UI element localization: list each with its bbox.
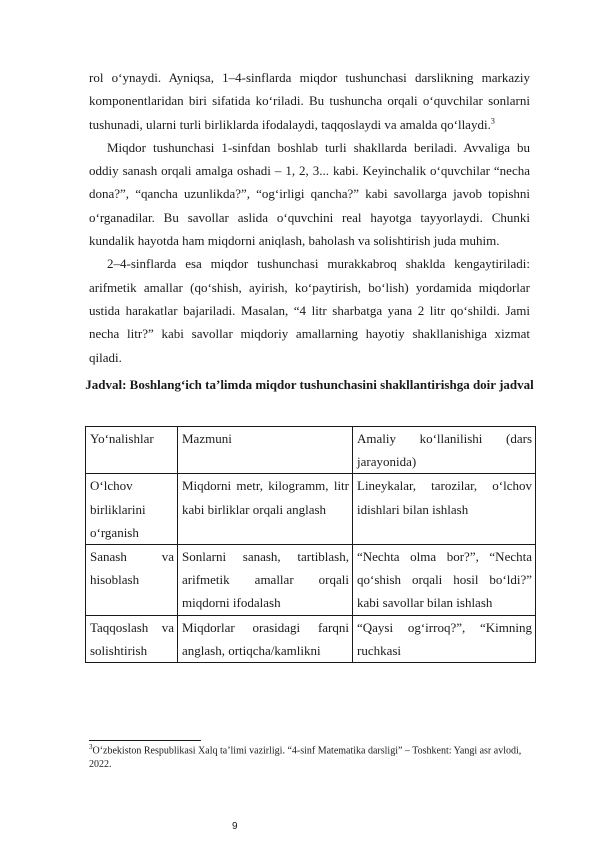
table-cell: “Qaysi og‘irroq?”, “Kimning ruchkasi bbox=[353, 615, 536, 662]
table-container bbox=[84, 425, 536, 743]
paragraph-1-text: rol o‘ynaydi. Ayniqsa, 1–4-sinflarda miqdor tushunchasi darslikning markaziy komponentlaridan biri sifatida ko‘riladi. Bu tushuncha orqali o‘quvchilar sonlarni tushunadi, ularni turli birliklarda ifodalaydi, taqqoslaydi va amalda qo‘llaydi. bbox=[89, 70, 530, 132]
footnote-reference: 3 bbox=[490, 116, 495, 126]
table-header-cell: Amaliy ko‘llanilishi (dars jarayonida) bbox=[353, 427, 536, 474]
table-row bbox=[86, 545, 536, 616]
table-header-row bbox=[86, 427, 536, 474]
table-cell: Lineykalar, tarozilar, o‘lchov idishlari bilan ishlash bbox=[353, 474, 536, 545]
table-header-cell: Mazmuni bbox=[178, 427, 353, 474]
paragraph-2: Miqdor tushunchasi 1-sinfdan boshlab turli shakllarda beriladi. Avvaliga bu oddiy sanash orqali amalga oshadi – 1, 2, 3... kabi. Keyinchalik o‘quvchilar “necha dona?”, “qancha uzunlikda?”, “og‘irligi qancha?” kabi savollarga javob topishni o‘rganadilar. Bu savollar aslida o‘quvchini real hayotga tayyorlaydi. Chunki kundalik hayotda ham miqdorni aniqlash, baholash va solishtirish juda muhim. bbox=[89, 139, 530, 249]
page-number: 9 bbox=[232, 821, 238, 832]
table-row bbox=[86, 615, 536, 662]
table-cell: Sanash va hisoblash bbox=[86, 545, 178, 616]
table-cell: O‘lchov birliklarini o‘rganish bbox=[86, 474, 178, 545]
table-cell: Taqqoslash va solishtirish bbox=[86, 615, 178, 662]
body-text bbox=[89, 66, 530, 369]
paragraph-1 bbox=[89, 66, 530, 136]
footnote-text: O‘zbekiston Respublikasi Xalq ta’limi vazirligi. “4-sinf Matematika darsligi” – Toshkent: Yangi asr avlodi, 2022. bbox=[89, 745, 522, 770]
table-header-cell: Yo‘nalishlar bbox=[86, 427, 178, 474]
paragraph-3: 2–4-sinflarda esa miqdor tushunchasi murakkabroq shaklda kengaytiriladi: arifmetik amallar (qo‘shish, ayirish, ko‘paytirish, bo‘lish) yordamida miqdorlar ustida harakatlar bajariladi. Masalan, “4 litr sharbatga yana 2 litr qo‘shildi. Jami necha litr?” kabi savollar miqdoriy amallarning hayotiy shakllanishiga xizmat qiladi. bbox=[89, 256, 530, 365]
table-row bbox=[86, 474, 536, 545]
table-cell: Miqdorni metr, kilogramm, litr kabi birliklar orqali anglash bbox=[178, 474, 353, 545]
table-caption: Jadval: Boshlang‘ich ta’limda miqdor tushunchasini shakllantirishga doir jadval bbox=[85, 377, 534, 392]
footnote bbox=[89, 741, 539, 771]
table-cell: Sonlarni sanash, tartiblash, arifmetik amallar orqali miqdorni ifodalash bbox=[178, 545, 353, 616]
data-table bbox=[85, 426, 536, 663]
table-cell: Miqdorlar orasidagi farqni anglash, ortiqcha/kamlikni bbox=[178, 615, 353, 662]
footnote-number: 3 bbox=[89, 743, 93, 751]
table-cell: “Nechta olma bor?”, “Nechta qo‘shish orqali hosil bo‘ldi?” kabi savollar bilan ishlash bbox=[353, 545, 536, 616]
